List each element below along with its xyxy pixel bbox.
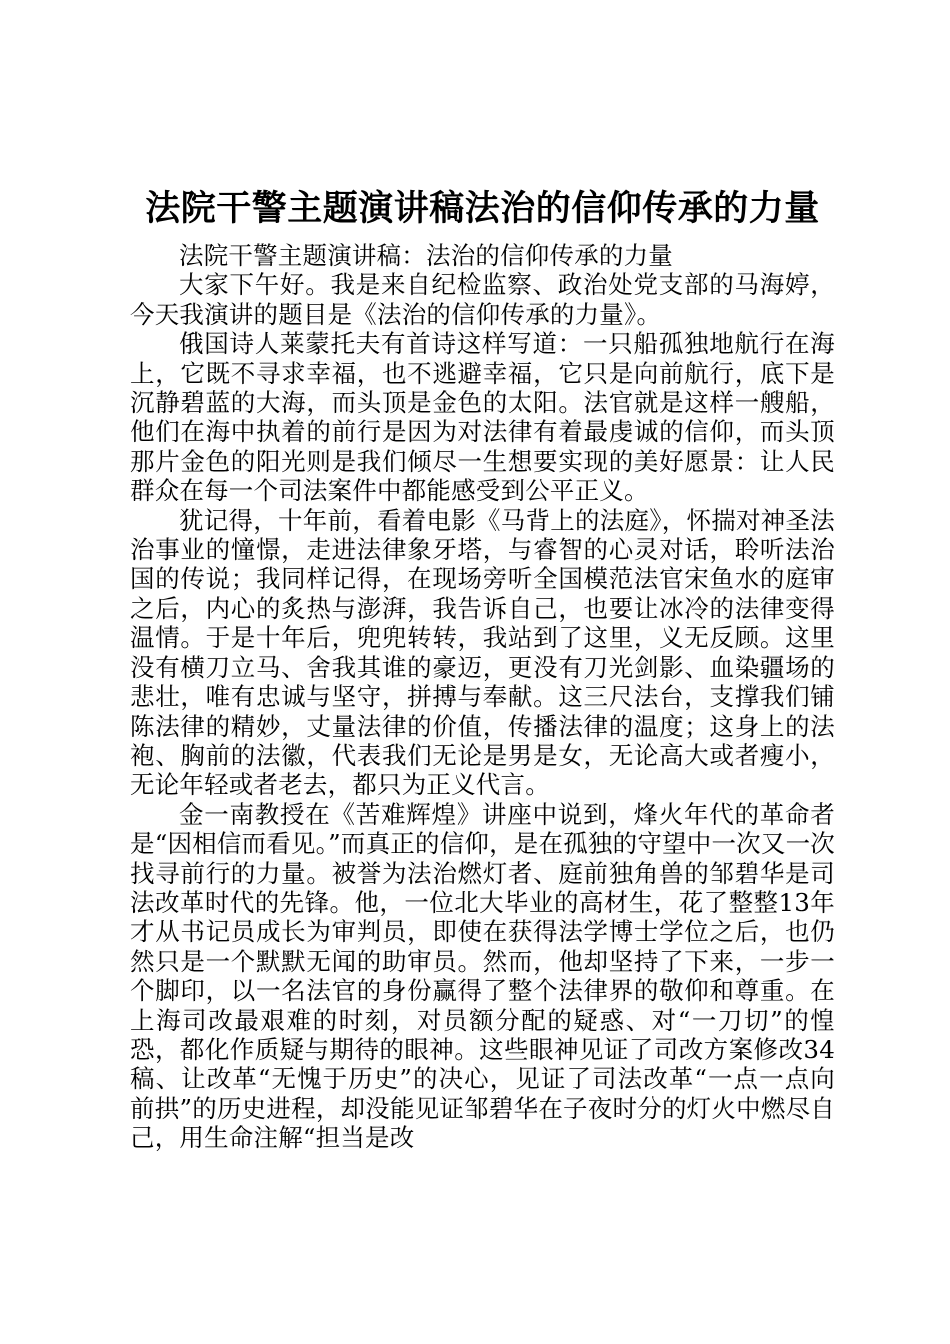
- paragraph-poem: 俄国诗人莱蒙托夫有首诗这样写道：一只船孤独地航行在海上，它既不寻求幸福，也不逃避幸福，它只是向前航行，底下是沉静碧蓝的大海，而头顶是金色的太阳。法官就是这样一艘船，他们在海中执着的前行是因为对法律有着最虔诚的信仰，而头顶那片金色的阳光则是我们倾尽一生想要实现的美好愿景：让人民群众在每一个司法案件中都能感受到公平正义。: [130, 329, 835, 506]
- document-title: 法院干警主题演讲稿法治的信仰传承的力量: [145, 188, 820, 229]
- paragraph-zou-bihua: 金一南教授在《苦难辉煌》讲座中说到，烽火年代的革命者是“因相信而看见。”而真正的信仰，是在孤独的守望中一次又一次找寻前行的力量。被誉为法治燃灯者、庭前独角兽的邹碧华是司法改革时代的先锋。他，一位北大毕业的高材生，花了整整13年才从书记员成长为审判员，即使在获得法学博士学位之后，也仍然只是一个默默无闻的助审员。然而，他却坚持了下来，一步一个脚印，以一名法官的身份赢得了整个法律界的敬仰和尊重。在上海司改最艰难的时刻，对员额分配的疑惑、对“一刀切”的惶恐，都化作质疑与期待的眼神。这些眼神见证了司改方案修改34稿、让改革“无愧于历史”的决心，见证了司法改革“一点一点向前拱”的历史进程，却没能见证邹碧华在子夜时分的灯火中燃尽自己，用生命注解“担当是改: [130, 799, 835, 1153]
- paragraph-memory: 犹记得，十年前，看着电影《马背上的法庭》，怀揣对神圣法治事业的憧憬，走进法律象牙塔，与睿智的心灵对话，聆听法治国的传说；我同样记得，在现场旁听全国模范法官宋鱼水的庭审之后，内心的炙热与澎湃，我告诉自己，也要让冰冷的法律变得温情。于是十年后，兜兜转转，我站到了这里，义无反顾。这里没有横刀立马、舍我其谁的豪迈，更没有刀光剑影、血染疆场的悲壮，唯有忠诚与坚守，拼搏与奉献。这三尺法台，支撑我们铺陈法律的精妙，丈量法律的价值，传播法律的温度；这身上的法袍、胸前的法徽，代表我们无论是男是女，无论高大或者瘦小，无论年轻或者老去，都只为正义代言。: [130, 505, 835, 800]
- paragraph-subtitle: 法院干警主题演讲稿：法治的信仰传承的力量: [179, 241, 673, 270]
- document-page: [130, 185, 835, 1153]
- paragraph-greeting: 大家下午好。我是来自纪检监察、政治处党支部的马海婷，今天我演讲的题目是《法治的信仰传承的力量》。: [130, 270, 835, 329]
